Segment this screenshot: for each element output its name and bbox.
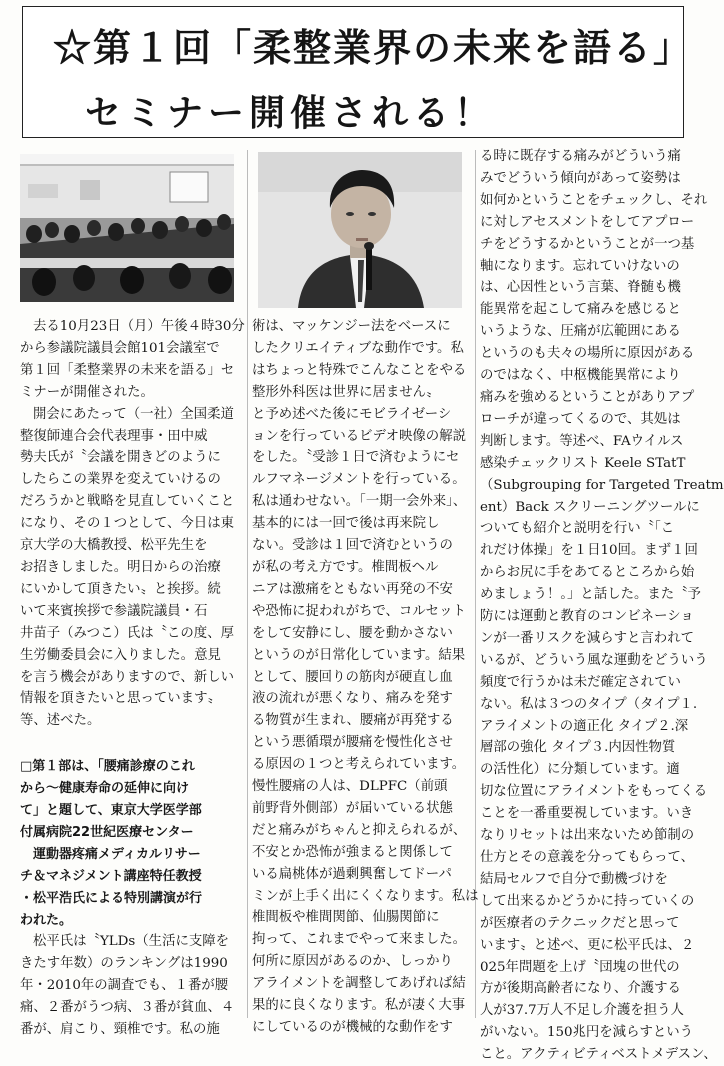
text-line: る物質が生まれ、腰痛が再発する <box>252 713 454 729</box>
heading-line: から～健康寿命の延伸に向け <box>20 781 190 797</box>
text-line: みでどういう傾向があって姿勢は <box>480 170 681 186</box>
heading-line: 運動器疼痛メディカルリサー <box>33 846 201 862</box>
text-line: チをどうするかということが一つ基 <box>480 236 695 252</box>
text-line: 基本的には一回で後は再来院し <box>252 516 440 532</box>
text-line: と予め述べた後にモビライゼーシ <box>252 406 452 422</box>
text-line: 痛、２番がうつ病、３番が貧血、４ <box>20 1000 235 1016</box>
text-line: になり、その１つとして、今日は東 <box>20 516 234 532</box>
text-line: アライメントの適正化 タイプ２.深 <box>480 718 689 734</box>
text-line: をした。〝受診１日で済むようにセ <box>252 450 460 466</box>
text-line: 頻度で行うかは未だ確定されてい <box>480 674 681 690</box>
text-line: ニアは激痛をともない再発の不安 <box>252 581 453 597</box>
heading-line: チ＆マネジメント講座特任教授 <box>20 868 202 884</box>
text-line: いる扁桃体が過剰興奮してドーパ <box>252 866 452 882</box>
text-line: のではなく、中枢機能異常により <box>480 368 681 384</box>
text-line: 切な位置にアライメントをもってくる <box>480 784 708 800</box>
text-line: 拘って、これまでやって来ました。 <box>252 932 466 948</box>
text-line: いて来賓挨拶で参議院議員・石 <box>20 603 208 619</box>
text-line: というのが日常化しています。結果 <box>252 647 466 663</box>
text-line: 025年問題を上げ〝団塊の世代の <box>480 959 680 975</box>
text-line: きたす年数）のランキングは1990 <box>20 956 228 972</box>
text-line: 番が、肩こり、頸椎です。私の施 <box>20 1022 220 1038</box>
text-line: に対しアセスメントをしてアプロー <box>480 214 695 230</box>
column-2 <box>252 152 479 1039</box>
text-line: 生労働委員会に入りました。意見 <box>20 647 221 663</box>
text-line: ない。受診は１回で済むというの <box>252 538 453 554</box>
text-line: 層部の強化 タイプ３.内因性物質 <box>480 740 676 756</box>
text-line: めましょう！。」と話した。また〝予 <box>480 587 701 603</box>
text-line: したらこの業界を変えていけるの <box>20 472 221 488</box>
title-line-1: ☆第１回「柔整業界の未来を語る」 <box>53 25 694 70</box>
text-line: から参議院議員会館101会議室で <box>20 340 220 356</box>
text-line: だと痛みがちゃんと抑えられるが、 <box>252 822 467 838</box>
heading-line: □第１部は、「腰痛診療のこれ <box>20 759 195 775</box>
heading-line: ・松平浩氏による特別講演が行 <box>20 890 203 906</box>
text-line: 方が後期高齢者になり、介護する <box>480 981 681 997</box>
title-box <box>22 6 694 138</box>
text-line: は、心因性という言葉、脊髄も機 <box>480 280 681 296</box>
text-line: ミンが上手く出にくくなります。私は <box>252 888 479 904</box>
text-line: れだけ体操」を１日10回。まず１回 <box>480 543 698 559</box>
text-line: だろうかと戦略を見直していくこと <box>20 494 235 510</box>
text-line: いうような、圧痛が広範囲にある <box>480 324 681 340</box>
text-line: がいない。150兆円を減らすという <box>480 1025 694 1041</box>
text-line: が医療者のテクニックだと思って <box>480 915 680 931</box>
text-line: にいかして頂きたい〟と挨拶。続 <box>20 581 221 597</box>
text-line: の活性化）に分類しています。適 <box>480 762 680 778</box>
text-line: や恐怖に捉われがちで、コルセット <box>252 603 466 619</box>
text-line: 術は、マッケンジー法をベースに <box>252 319 451 334</box>
text-line: 情報を頂きたいと思っています〟 <box>20 691 221 707</box>
text-line: が私の考え方です。椎間板ヘル <box>252 559 439 575</box>
text-line: ついても紹介と説明を行い〝「こ <box>480 521 675 537</box>
text-line: 京大学の大橋教授、松平先生を <box>20 538 208 554</box>
text-line: 等、述べた。 <box>20 713 101 729</box>
text-line: 如何かということをチェックし、それ <box>480 192 708 208</box>
text-line: （Subgrouping for Targeted Treatm <box>480 477 724 493</box>
text-line: 防には運動と教育のコンビネーショ <box>480 609 694 625</box>
text-line: として、腰回りの筋肉が硬直し血 <box>252 669 453 685</box>
text-line: 椎間板や椎間関節、仙腸関節に <box>252 910 440 926</box>
text-line: を言う機会がありますので、新しい <box>20 669 234 685</box>
text-line: ない。私は３つのタイプ（タイプ１. <box>480 696 698 712</box>
text-line: にしているのが機械的な動作をす <box>252 1020 453 1035</box>
seminar-room-photo <box>20 154 234 302</box>
text-line: ンが一番リスクを減らすと言われて <box>480 630 694 646</box>
text-line: 果的に良くなります。私が凄く大事 <box>252 998 466 1014</box>
text-line: 結局セルフで自分で動機づけを <box>480 871 668 887</box>
text-line: 第１回「柔整業界の未来を語る」セ <box>20 362 235 378</box>
title-line-2: セミナー開催される！ <box>85 92 496 134</box>
opening-paragraph <box>20 404 244 733</box>
text-line: アライメントを調整してあげれば結 <box>252 976 466 992</box>
heading-line: て」と題して、東京大学医学部 <box>20 803 202 819</box>
text-line: ミナーが開催された。 <box>20 384 154 400</box>
text-line: 整復師連合会代表理事・田中威 <box>20 428 208 444</box>
text-line: をして安静にし、腰を動かさない <box>252 625 453 641</box>
text-line: 井苗子（みつこ）氏は〝この度、厚 <box>20 625 234 641</box>
text-line: したクリエイティブな動作です。私 <box>252 340 464 356</box>
text-line: いるが、どういう風な運動をどういう <box>480 652 708 668</box>
text-line: 去る10月23日（月）午後４時30分 <box>33 319 245 334</box>
text-line: お招きしました。明日からの治療 <box>20 559 221 575</box>
text-line: 年・2010年の調査でも、１番が腰 <box>20 978 229 994</box>
column-3 <box>480 146 724 1066</box>
text-line: る時に既存する痛みがどういう痛 <box>480 149 681 164</box>
text-line: こと。アクティビティベストメデスン、 <box>480 1047 717 1063</box>
text-line: 前野背外側部）が届いている状態 <box>252 800 453 816</box>
text-line: ent）Back スクリーニングツールに <box>480 499 700 515</box>
text-line: 松平氏は〝YLDs（生活に支障を <box>33 934 230 950</box>
text-line: 開会にあたって（一社）全国柔道 <box>33 406 234 422</box>
text-line: 感染チェックリスト Keele STatT <box>480 455 686 471</box>
text-line: 私は通わせない。「一期一会外来」、 <box>252 494 467 510</box>
text-line: という悪循環が腰痛を慢性化させ <box>252 735 453 751</box>
section-heading <box>20 756 244 931</box>
text-line: して出来るかどうかに持っていくの <box>480 893 695 909</box>
text-line: ョンを行っているビデオ映像の解説 <box>252 428 466 444</box>
text-line: 人が37.7万人不足し介護を担う人 <box>480 1003 684 1019</box>
text-line: 痛みを強めるということがありアプ <box>480 389 695 405</box>
text-line: 不安とか恐怖が強まると関係して <box>252 844 453 860</box>
text-line: 何所に原因があるのか、しっかり <box>252 954 453 970</box>
heading-line: 付属病院22世紀医療センター <box>20 824 194 840</box>
text-line: 整形外科医は世界に居ません〟 <box>252 384 440 400</box>
text-line: 仕方とその意義を分ってもらって、 <box>480 850 694 865</box>
text-line: ルフマネージメントを行っている。 <box>252 472 466 488</box>
text-line: はちょっと特殊でこんなことをやる <box>252 362 467 378</box>
text-line: 軸になります。忘れていけないの <box>480 258 680 274</box>
text-line: 勢夫氏が〝会議を開きどのように <box>20 450 221 466</box>
text-line: 慢性腰痛の人は、DLPFC（前頭 <box>252 779 448 795</box>
column-divider-2 <box>475 150 476 1018</box>
text-line: ことを一番重要視しています。いき <box>480 806 694 822</box>
intro-paragraph <box>20 316 244 404</box>
heading-line: われた。 <box>20 912 73 928</box>
lecture-paragraph <box>20 931 244 1041</box>
text-line: 能異常を起こして痛みを感じると <box>480 302 681 318</box>
text-line: ローチが違ってくるので、其処は <box>480 411 681 427</box>
text-line: 液の流れが悪くなり、痛みを発す <box>252 691 453 707</box>
text-line: なりリセットは出来ないため節制の <box>480 828 695 844</box>
text-line: る原因の１つと考えられています。 <box>252 757 466 773</box>
speaker-photo <box>258 152 462 308</box>
text-line: というのも夫々の場所に原因がある <box>480 346 695 362</box>
column-divider-1 <box>247 150 248 1018</box>
text-line: います〟と述べ、更に松平氏は、２ <box>480 937 695 953</box>
text-line: 判断します。等述べ、FAウイルス <box>480 433 684 449</box>
column-1 <box>20 152 244 1041</box>
text-line: からお尻に手をあてるところから始 <box>480 565 695 581</box>
